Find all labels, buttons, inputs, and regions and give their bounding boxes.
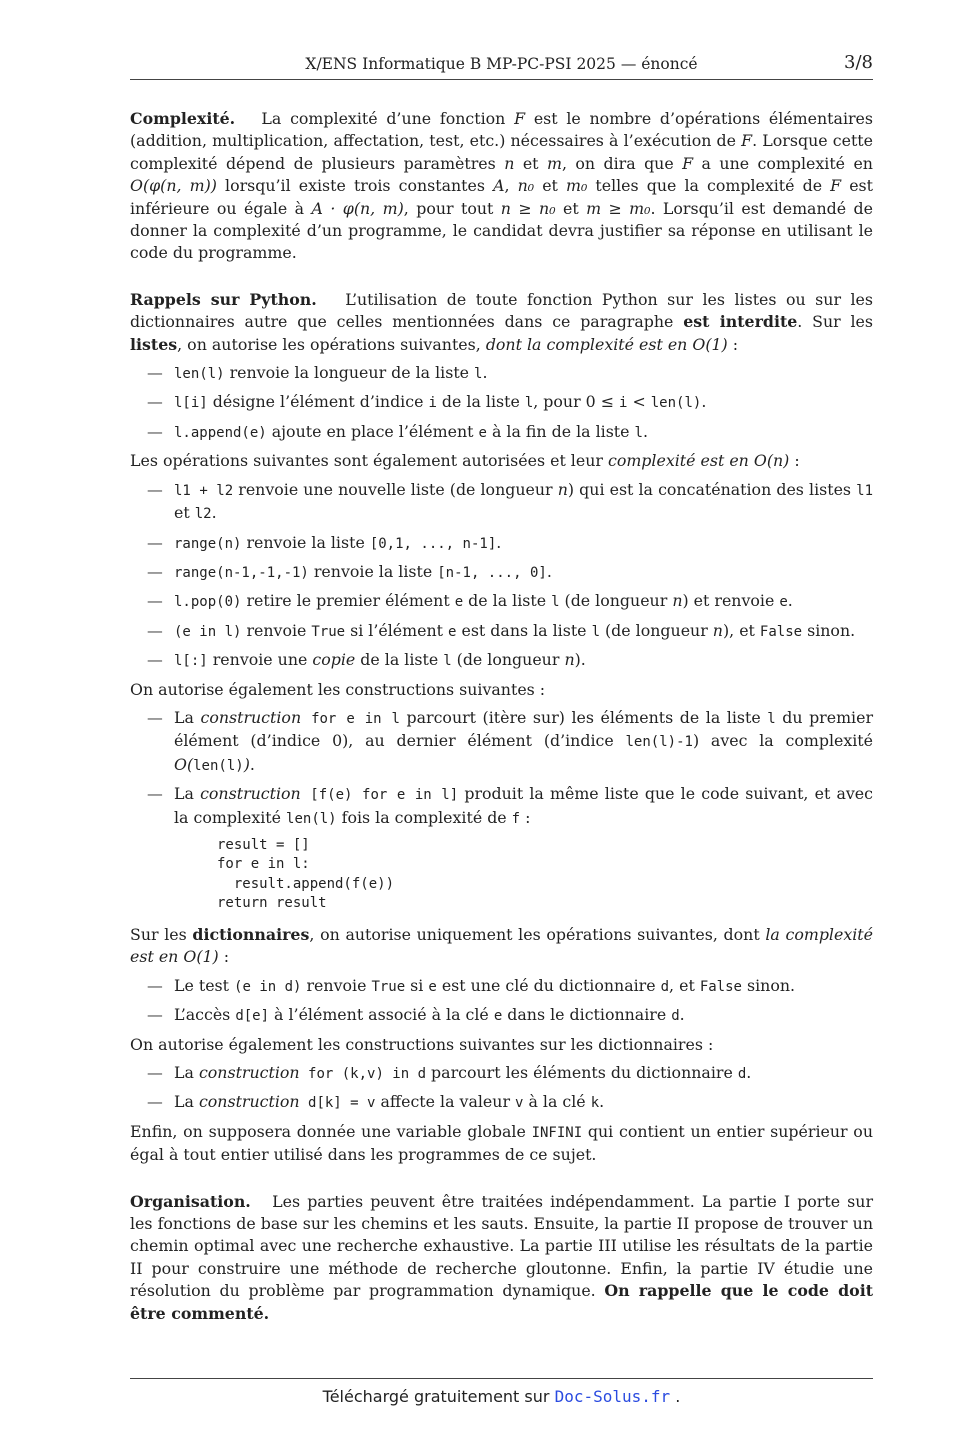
code: e <box>428 978 437 995</box>
math: F <box>830 176 842 196</box>
page-number: 3/8 <box>844 52 873 73</box>
text: retire le premier élément <box>241 591 455 611</box>
text: . <box>787 591 793 611</box>
text: . <box>496 532 502 552</box>
text: est le nombre d’opérations élémentaires (addition, multiplication, affectation, test, etc.) nécessaires à l’exécution de <box>130 109 874 151</box>
code: d <box>671 1008 680 1025</box>
text: (de longueur <box>600 620 713 640</box>
code: l <box>634 424 643 441</box>
dash: — <box>147 591 163 611</box>
code: l <box>767 710 776 727</box>
code-block: result = [] for e in l: result.append(f(e)) return result <box>217 836 395 912</box>
dash: — <box>147 561 163 581</box>
dash: — <box>147 1063 163 1082</box>
text: . <box>482 363 488 383</box>
math: ) <box>243 754 250 774</box>
text: et <box>555 198 587 218</box>
text: , <box>504 176 518 196</box>
code: [0,1, ..., n-1] <box>369 535 497 552</box>
text: fois la complexité de <box>336 807 512 827</box>
code: False <box>699 978 742 995</box>
constructions-intro: On autorise également les constructions suivantes : <box>130 679 546 699</box>
text: et <box>534 176 566 196</box>
code: (e in d) <box>234 978 302 995</box>
list-item <box>130 590 873 613</box>
code: True <box>371 978 406 995</box>
dash: — <box>147 650 163 670</box>
text: Enfin, on supposera donnée une variable globale <box>130 1121 532 1141</box>
list-ops-on <box>130 479 873 673</box>
emphasis: construction <box>200 707 302 727</box>
math: m ≥ m₀ <box>586 198 651 218</box>
math: A · φ(n, m) <box>311 198 404 218</box>
list-item <box>130 421 873 444</box>
text: renvoie une <box>207 650 313 670</box>
footer-link[interactable]: Doc-Solus.fr <box>554 1387 671 1406</box>
math: n₀ <box>517 176 535 196</box>
emphasis: construction <box>200 784 301 804</box>
emphasis: construction <box>198 1063 300 1082</box>
dash: — <box>147 707 163 727</box>
text: . <box>599 1092 605 1112</box>
code: d <box>737 1066 747 1082</box>
text: à la clé <box>523 1092 591 1112</box>
organisation-heading: Organisation. <box>130 1191 251 1211</box>
emphasis: copie <box>312 650 356 670</box>
text: Sur les <box>130 924 193 944</box>
text: Les opérations suivantes sont également autorisées et leur <box>130 451 608 471</box>
text: parcourt les éléments du dictionnaire <box>426 1063 738 1082</box>
text: à la fin de la liste <box>486 421 635 441</box>
math: n ≥ n₀ <box>500 198 556 218</box>
code: l <box>524 395 534 412</box>
text: du premier élément (d’indice 0), au dernier élément (d’indice <box>174 707 874 751</box>
text: L’accès <box>174 1005 236 1025</box>
list-item <box>130 1062 873 1085</box>
math: O(n) <box>753 451 790 471</box>
math: F <box>682 153 694 173</box>
text: L’utilisation de toute fonction Python sur les listes ou sur les dictionnaires autre que celles mentionnées dans ce paragraphe <box>130 289 873 332</box>
text: Le test <box>174 975 235 995</box>
text: Les parties peuvent être traitées indépendamment. La partie I porte sur les fonctions de base sur les chemins et les sauts. Ensuite, la partie II propose de trouver un chemin optimal avec une recherche exhaustive. La partie III utilise les résultats de la partie II pour construire une méthode de recherche gloutonne. Enfin, la partie IV étudie une résolution du problème par programmation dynamique. <box>130 1191 873 1301</box>
text: ), et <box>722 620 760 640</box>
list-item <box>130 561 873 584</box>
code: l <box>551 594 560 611</box>
code: d[k] = v <box>299 1095 376 1112</box>
text: : <box>789 451 800 471</box>
text: (de longueur <box>451 650 565 670</box>
code: (e in l) <box>174 623 242 640</box>
list-item <box>130 532 873 555</box>
list-item <box>130 391 873 414</box>
math: n <box>557 479 568 499</box>
text: sinon. <box>802 620 856 640</box>
list-item <box>130 1091 873 1114</box>
text: La <box>174 784 201 804</box>
text: , on autorise uniquement les opérations suivantes, dont <box>309 924 766 944</box>
text: . <box>679 1005 685 1025</box>
text: , et <box>669 975 700 995</box>
list-item <box>130 707 873 777</box>
code: [n-1, ..., 0] <box>437 564 547 581</box>
code: for e in l <box>301 710 400 727</box>
text: est inférieure ou égale à <box>130 176 873 218</box>
text: . <box>746 1063 752 1082</box>
text: est une clé du dictionnaire <box>436 975 661 995</box>
text: est dans la liste <box>456 620 592 640</box>
text: et <box>514 153 547 173</box>
dash: — <box>147 532 163 552</box>
emphasis: On rappelle que le code doit être commenté. <box>130 1281 873 1323</box>
text: si <box>405 975 429 995</box>
text: . <box>249 754 255 774</box>
code: [f(e) for e in l] <box>300 787 459 804</box>
text: de la liste <box>355 650 444 670</box>
code: range(n-1,-1,-1) <box>174 564 309 581</box>
list-dict-ops <box>130 975 873 1028</box>
text: produit la même liste que le code suivant, et avec la complexité <box>174 784 874 827</box>
list-item <box>130 783 873 830</box>
rappels-heading: Rappels sur Python. <box>130 289 317 309</box>
text: parcourt (itère sur) les éléments de la liste <box>399 707 768 727</box>
list-item <box>130 649 873 672</box>
text: ). <box>574 650 586 670</box>
dict-constructions-intro: On autorise également les constructions suivantes sur les dictionnaires : <box>130 1034 714 1054</box>
text: lorsqu’il existe trois constantes <box>216 176 494 196</box>
list-item <box>130 1004 873 1027</box>
code: False <box>759 623 803 640</box>
code: l.pop(0) <box>174 594 242 611</box>
text: . Lorsque cette complexité dépend de plusieurs paramètres <box>130 131 873 173</box>
text: renvoie la liste <box>241 532 370 552</box>
code: e <box>454 594 464 611</box>
text: ) avec la complexité <box>692 731 874 751</box>
math: n <box>564 650 575 670</box>
code: l[:] <box>174 653 208 670</box>
text: renvoie une nouvelle liste (de longueur <box>233 479 558 499</box>
emphasis: listes <box>130 334 178 354</box>
text: a une complexité en <box>693 153 873 173</box>
list-item <box>130 975 873 998</box>
code: for (k,v) in d <box>299 1066 427 1082</box>
code: i <box>428 395 437 412</box>
document-body <box>130 108 873 1325</box>
text: renvoie la liste <box>308 561 438 581</box>
text: renvoie <box>301 975 372 995</box>
complexite-paragraph <box>130 108 873 265</box>
text: , on autorise les opérations suivantes, <box>177 334 486 354</box>
text: . Lorsqu’il est demandé de donner la complexité d’un programme, le candidat devra justifier sa réponse en utilisant le code du programme. <box>130 198 873 263</box>
math: F <box>741 131 753 151</box>
text: sinon. <box>741 975 796 995</box>
page-header <box>130 52 873 80</box>
dash: — <box>147 620 163 640</box>
footer-text: Téléchargé gratuitement sur <box>322 1387 555 1406</box>
code: v <box>515 1095 524 1112</box>
text: , on dira que <box>561 153 683 173</box>
list-dict-constructions <box>130 1062 873 1115</box>
dash: — <box>147 975 163 995</box>
math: A <box>493 176 505 196</box>
dash: — <box>147 784 163 804</box>
list-ops-o1 <box>130 362 873 444</box>
header-title: X/ENS Informatique B MP-PC-PSI 2025 — énoncé <box>305 55 698 73</box>
footer <box>130 1387 873 1406</box>
text: . <box>211 503 217 523</box>
text: ajoute en place l’élément <box>266 421 479 441</box>
dict-intro <box>130 924 873 969</box>
footer-end: . <box>670 1387 681 1406</box>
text: < <box>627 392 651 412</box>
math: m <box>546 153 562 173</box>
text: désigne l’élément d’indice <box>207 392 429 412</box>
ops-on-intro <box>130 450 873 472</box>
code: len(l) <box>650 395 702 412</box>
emphasis: dont la complexité est en <box>485 334 688 354</box>
code: d <box>660 978 670 995</box>
math: n <box>712 620 723 640</box>
text: La <box>174 1092 199 1112</box>
text: . <box>642 421 648 441</box>
math: O(φ(n, m)) <box>130 176 217 196</box>
code: True <box>311 623 346 640</box>
dash: — <box>147 479 163 499</box>
math: O(1) <box>692 334 728 354</box>
math: O( <box>174 754 194 774</box>
footer-divider <box>130 1378 873 1379</box>
code: e <box>448 623 457 640</box>
dash: — <box>147 1092 163 1112</box>
dash: — <box>147 392 163 412</box>
list-item <box>130 362 873 385</box>
infini-paragraph <box>130 1121 873 1167</box>
text: . Sur les <box>797 312 873 332</box>
code: l1 + l2 <box>174 482 234 499</box>
list-item <box>130 479 873 526</box>
text: , pour 0 ≤ <box>533 392 620 412</box>
text: . <box>546 561 552 581</box>
code: len(l)-1 <box>625 734 693 751</box>
text: : <box>727 334 739 354</box>
code: l1 <box>856 482 873 499</box>
emphasis: construction <box>198 1092 300 1112</box>
text: La <box>174 1063 199 1082</box>
text: La <box>174 707 201 727</box>
code: range(n) <box>174 535 242 552</box>
text: , pour tout <box>403 198 501 218</box>
text: ) et renvoie <box>682 591 780 611</box>
math: O(1) <box>183 947 219 967</box>
emphasis: est interdite <box>683 312 798 332</box>
text: qui contient un entier supérieur ou égal à tout entier utilisé dans les programmes de ce sujet. <box>130 1121 873 1165</box>
math: F <box>514 109 526 128</box>
math: n <box>672 591 683 611</box>
text: : <box>218 947 230 967</box>
text: et <box>174 503 195 523</box>
code: d[e] <box>235 1008 270 1025</box>
rappels-paragraph <box>130 289 873 356</box>
math: m₀ <box>565 176 588 196</box>
code: l.append(e) <box>174 424 267 441</box>
text: : <box>520 807 531 827</box>
emphasis: la complexité est en <box>130 924 873 967</box>
code: l <box>443 653 452 670</box>
dash: — <box>147 363 163 383</box>
code: INFINI <box>531 1124 583 1141</box>
code: e <box>478 424 487 441</box>
organisation-paragraph <box>130 1191 873 1325</box>
text: (de longueur <box>559 591 673 611</box>
code: len(l) <box>193 757 244 774</box>
emphasis: complexité est en <box>607 451 749 471</box>
text: de la liste <box>463 591 552 611</box>
text: dans le dictionnaire <box>502 1005 672 1025</box>
text: . <box>701 392 707 412</box>
text: à l’élément associé à la clé <box>269 1005 494 1025</box>
code: len(l) <box>174 366 225 383</box>
code: i <box>619 395 628 412</box>
code: e <box>779 594 788 611</box>
code: e <box>493 1008 503 1025</box>
code: l <box>591 623 600 640</box>
text: de la liste <box>436 392 525 412</box>
text: renvoie la longueur de la liste <box>224 363 475 383</box>
code: l <box>474 366 483 383</box>
text: telles que la complexité de <box>587 176 831 196</box>
text: si l’élément <box>345 620 449 640</box>
code: k <box>590 1095 600 1112</box>
code: len(l) <box>286 810 337 827</box>
text: ) qui est la concaténation des listes <box>567 479 857 499</box>
list-constructions <box>130 707 873 830</box>
code: l2 <box>194 506 212 523</box>
code: l[i] <box>174 395 208 412</box>
math: n <box>504 153 515 173</box>
list-item <box>130 620 873 643</box>
text: affecte la valeur <box>375 1092 516 1112</box>
emphasis: dictionnaires <box>192 924 310 944</box>
dash: — <box>147 421 163 441</box>
text: La complexité d’une fonction <box>261 109 515 128</box>
text: renvoie <box>241 620 312 640</box>
code: f <box>511 810 521 827</box>
dash: — <box>147 1005 163 1025</box>
complexite-heading: Complexité. <box>130 109 236 128</box>
